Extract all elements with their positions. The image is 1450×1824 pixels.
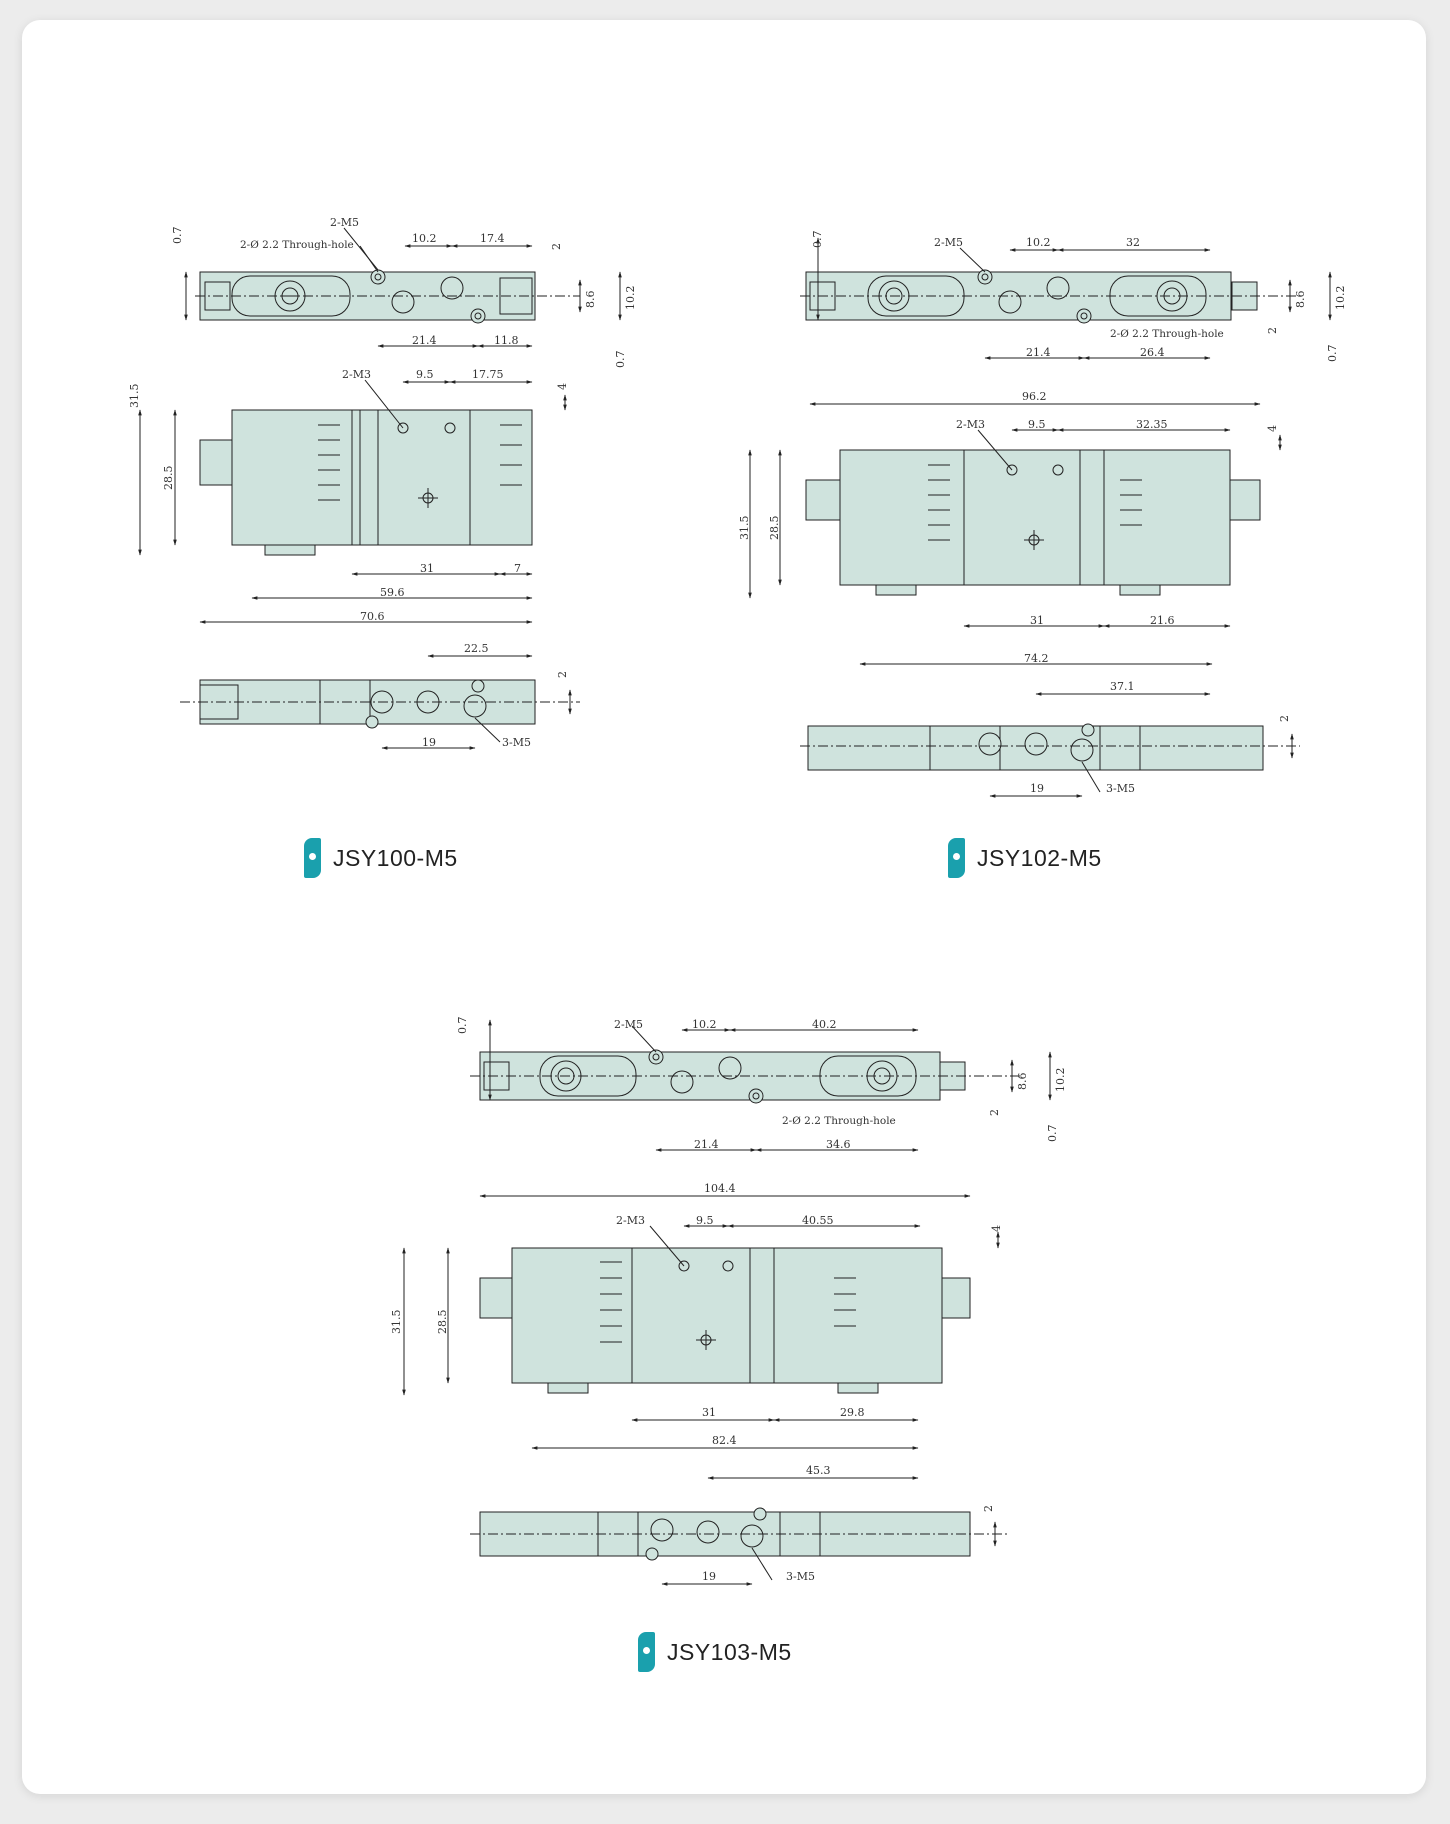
dim-label: 21.6 bbox=[1150, 614, 1175, 627]
jsy103-bottom-view bbox=[470, 1478, 1010, 1584]
dim-label: 0.7 bbox=[614, 350, 627, 368]
dim-label: 26.4 bbox=[1140, 346, 1165, 359]
dim-label: 45.3 bbox=[806, 1464, 831, 1477]
dim-label: 11.8 bbox=[494, 334, 519, 347]
dim-label: 31 bbox=[1030, 614, 1044, 627]
dim-label: 0.7 bbox=[811, 230, 824, 248]
dim-label: 37.1 bbox=[1110, 680, 1135, 693]
dim-label: 3-M5 bbox=[786, 1570, 815, 1583]
dim-label: 0.7 bbox=[1046, 1124, 1059, 1142]
jsy102-top-view bbox=[800, 238, 1330, 358]
dim-label: 28.5 bbox=[436, 1309, 449, 1334]
dim-label: 2 bbox=[1278, 715, 1291, 722]
jsy102-drawing bbox=[750, 238, 1330, 796]
dim-label: 32 bbox=[1126, 236, 1140, 249]
dim-label: 19 bbox=[1030, 782, 1044, 795]
dim-label: 10.2 bbox=[1334, 285, 1347, 310]
jsy103-drawing bbox=[404, 1020, 1050, 1584]
model-name: JSY103-M5 bbox=[667, 1638, 792, 1665]
dim-label: 31 bbox=[702, 1406, 716, 1419]
dim-label: 2-M3 bbox=[342, 368, 371, 381]
dim-label: 9.5 bbox=[696, 1214, 714, 1227]
dim-label: 8.6 bbox=[584, 290, 597, 308]
dim-label: 2 bbox=[1266, 327, 1279, 334]
jsy103-top-view bbox=[470, 1020, 1050, 1150]
dim-label: 2 bbox=[988, 1109, 1001, 1116]
model-name: JSY100-M5 bbox=[333, 844, 458, 871]
dim-label: 0.7 bbox=[1326, 344, 1339, 362]
model-name: JSY102-M5 bbox=[977, 844, 1102, 871]
dim-label: 32.35 bbox=[1136, 418, 1168, 431]
dim-label: 28.5 bbox=[162, 465, 175, 490]
dim-label: 31.5 bbox=[390, 1309, 403, 1334]
dim-label: 17.75 bbox=[472, 368, 504, 381]
dim-label: 29.8 bbox=[840, 1406, 865, 1419]
dim-label: 96.2 bbox=[1022, 390, 1047, 403]
dim-label: 19 bbox=[702, 1570, 716, 1583]
dim-label: 34.6 bbox=[826, 1138, 851, 1151]
dim-label: 2-M3 bbox=[956, 418, 985, 431]
dim-label: 10.2 bbox=[692, 1018, 717, 1031]
dim-label: 10.2 bbox=[1026, 236, 1051, 249]
dim-label: 0.7 bbox=[456, 1016, 469, 1034]
dim-label: 2-M3 bbox=[616, 1214, 645, 1227]
dim-label: 21.4 bbox=[1026, 346, 1051, 359]
dim-label: 10.2 bbox=[412, 232, 437, 245]
dim-label: 4 bbox=[1266, 425, 1279, 432]
dim-label: 8.6 bbox=[1016, 1072, 1029, 1090]
dim-label: 31.5 bbox=[128, 383, 141, 408]
dim-label: 3-M5 bbox=[1106, 782, 1135, 795]
dim-label: 2 bbox=[550, 243, 563, 250]
jsy100-drawing bbox=[140, 228, 620, 748]
dim-label: 10.2 bbox=[1054, 1067, 1067, 1092]
dim-label: 40.2 bbox=[812, 1018, 837, 1031]
model-caption-jsy100 bbox=[304, 838, 458, 878]
dim-label: 8.6 bbox=[1294, 290, 1307, 308]
jsy102-bottom-view bbox=[800, 694, 1300, 796]
dim-label: 3-M5 bbox=[502, 736, 531, 749]
dim-label: 9.5 bbox=[1028, 418, 1046, 431]
dim-label: 31 bbox=[420, 562, 434, 575]
dim-label: 4 bbox=[556, 383, 569, 390]
dim-label: 0.7 bbox=[171, 226, 184, 244]
model-caption-jsy103 bbox=[638, 1632, 792, 1672]
dim-label: 59.6 bbox=[380, 586, 405, 599]
dim-label: 40.55 bbox=[802, 1214, 834, 1227]
jsy102-front-view bbox=[750, 404, 1280, 664]
dim-label: 19 bbox=[422, 736, 436, 749]
dim-label: 82.4 bbox=[712, 1434, 737, 1447]
dim-label: 70.6 bbox=[360, 610, 385, 623]
dim-label: 74.2 bbox=[1024, 652, 1049, 665]
dim-label: 2 bbox=[556, 671, 569, 678]
model-caption-jsy102 bbox=[948, 838, 1102, 878]
note-label: 2-Ø 2.2 Through-hole bbox=[1110, 328, 1224, 340]
jsy100-bottom-view bbox=[180, 656, 580, 748]
dim-label: 21.4 bbox=[694, 1138, 719, 1151]
dim-label: 2-M5 bbox=[614, 1018, 643, 1031]
dim-label: 2 bbox=[982, 1505, 995, 1512]
dim-label: 2-M5 bbox=[934, 236, 963, 249]
dim-label: 2-M5 bbox=[330, 216, 359, 229]
dim-label: 31.5 bbox=[738, 515, 751, 540]
dim-label: 4 bbox=[990, 1225, 1003, 1232]
dim-label: 21.4 bbox=[412, 334, 437, 347]
dim-label: 104.4 bbox=[704, 1182, 736, 1195]
caption-bullet-icon bbox=[304, 838, 321, 878]
jsy100-front-view bbox=[140, 380, 565, 622]
caption-bullet-icon bbox=[638, 1632, 655, 1672]
dim-label: 17.4 bbox=[480, 232, 505, 245]
note-label: 2-Ø 2.2 Through-hole bbox=[782, 1115, 896, 1127]
dim-label: 9.5 bbox=[416, 368, 434, 381]
jsy103-front-view bbox=[404, 1196, 998, 1448]
note-label: 2-Ø 2.2 Through-hole bbox=[240, 239, 354, 251]
dim-label: 10.2 bbox=[624, 285, 637, 310]
caption-bullet-icon bbox=[948, 838, 965, 878]
dim-label: 22.5 bbox=[464, 642, 489, 655]
dim-label: 28.5 bbox=[768, 515, 781, 540]
dim-label: 7 bbox=[514, 562, 521, 575]
